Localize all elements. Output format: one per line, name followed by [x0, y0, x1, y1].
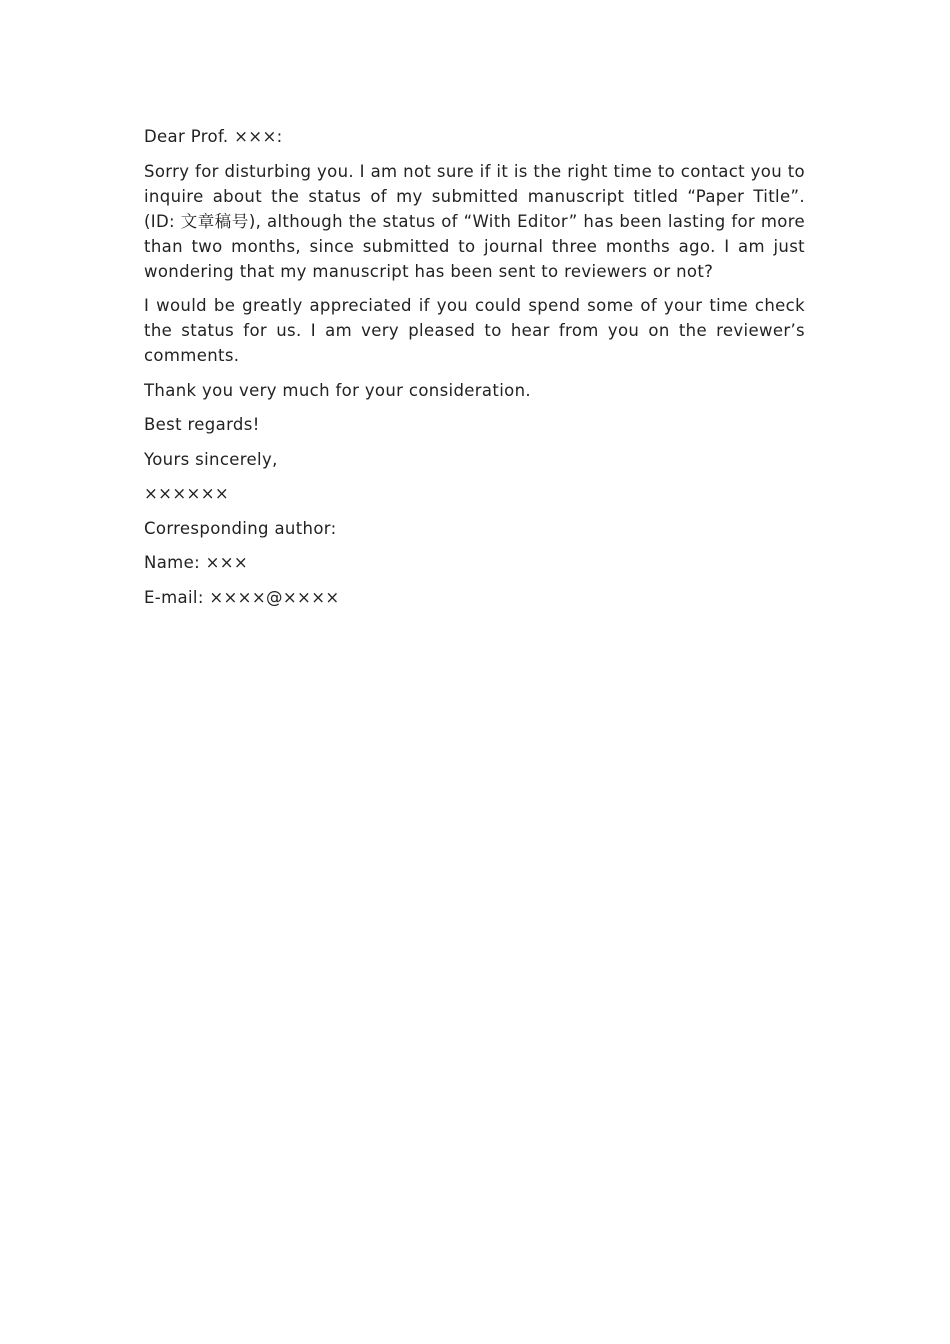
closing-line: Yours sincerely,	[144, 449, 278, 469]
author-email: E-mail: ××××@××××	[144, 587, 340, 607]
corresponding-author-label: Corresponding author:	[144, 518, 337, 538]
regards-line: Best regards!	[144, 415, 260, 434]
paragraph-status-inquiry: Sorry for disturbing you. I am not sure if it is the right time to contact you to inquire about the status of my submitted manuscript titled “Paper Title”. (ID: 文章稿号), although the status of “With Editor” has been lasting for more than two months, since submitted to journal three months ago. I am just wondering that my manuscript has been sent to reviewers or not?	[144, 161, 805, 281]
paragraph-request: I would be greatly appreciated if you could spend some of your time check the status for us. I am very pleased to hear from you on the reviewer’s comments.	[144, 296, 805, 365]
signature: ××××××	[144, 484, 230, 503]
author-name: Name: ×××	[144, 553, 249, 572]
letter-body	[144, 124, 805, 619]
salutation: Dear Prof. ×××:	[144, 127, 283, 146]
thanks-line: Thank you very much for your consideration.	[144, 380, 531, 400]
